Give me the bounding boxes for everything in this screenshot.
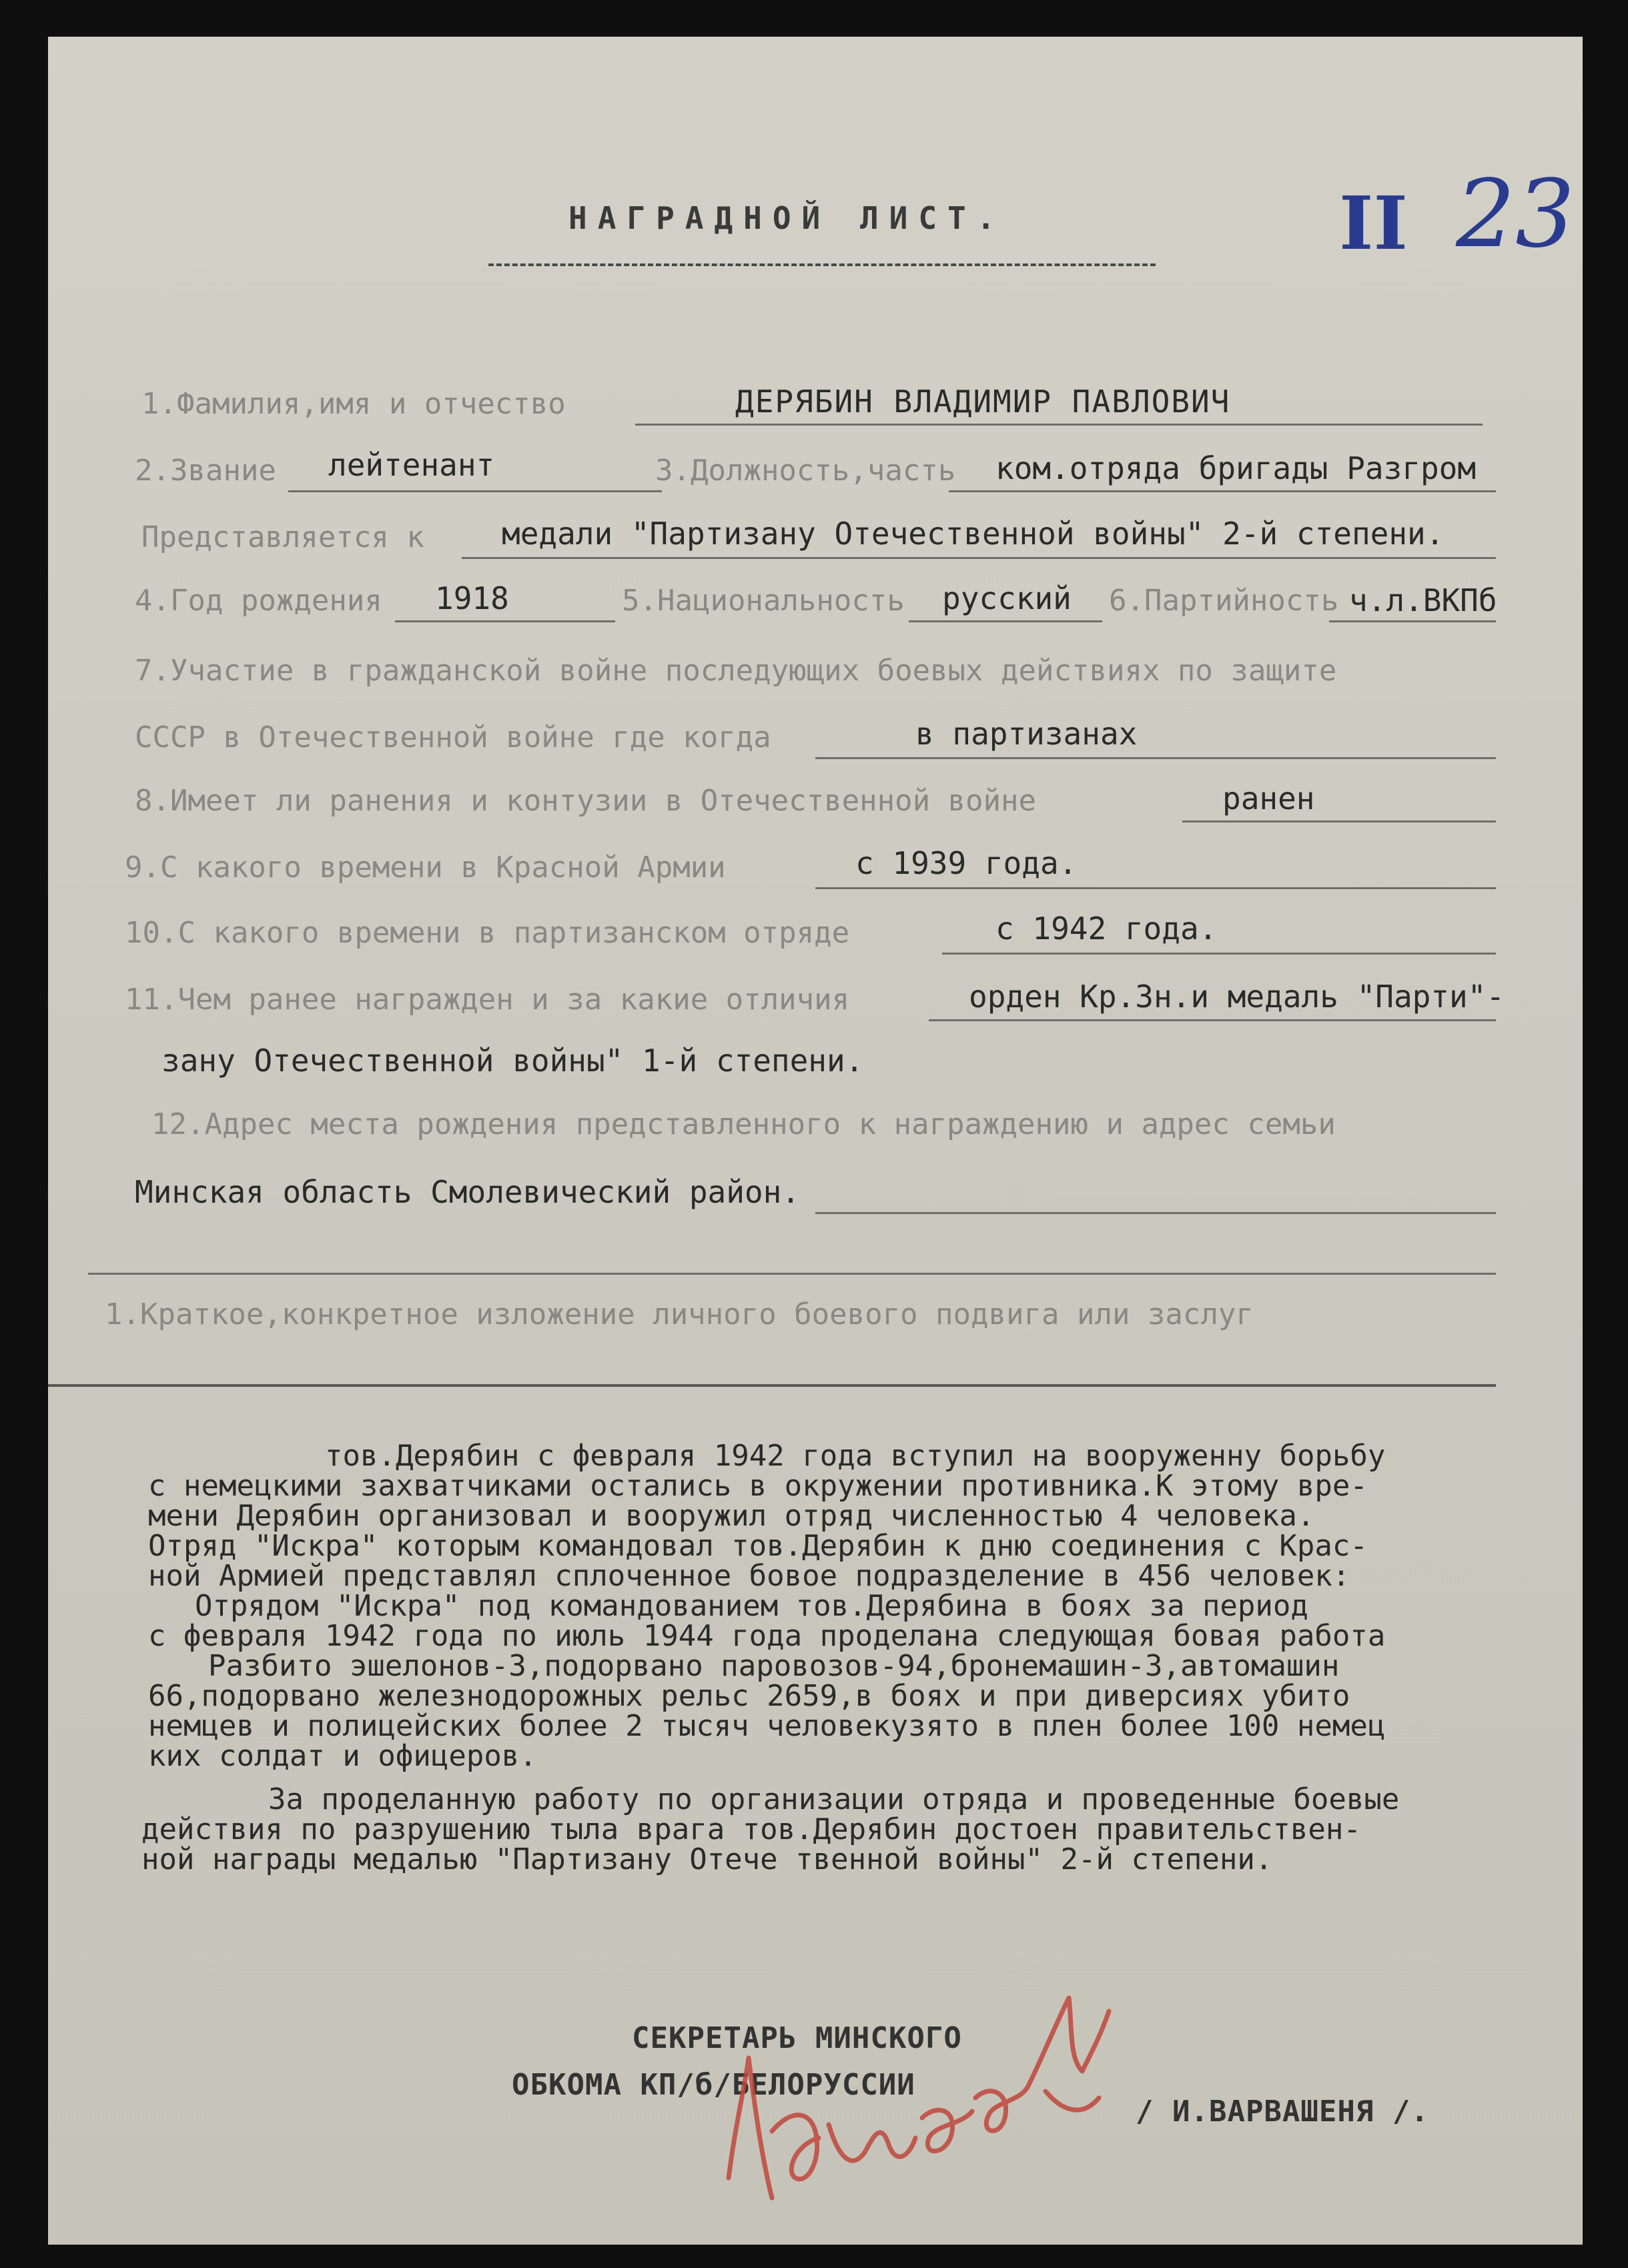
narrative-line-9: 66,подорвано железнодорожных рельс 2659,в боях и при диверсиях убито (148, 1679, 1350, 1713)
divider-line-1 (88, 1273, 1496, 1275)
field-3-label: 3.Должность,часть (655, 454, 956, 488)
field-7-line (815, 757, 1496, 759)
signature-line-2: ОБКОМА КП/б/БЕЛОРУССИИ (512, 2068, 915, 2102)
field-1-label: 1.Фамилия,имя и отчество (141, 387, 566, 421)
presented-label: Представляется к (141, 520, 424, 554)
narrative-line-5: ной Армией представлял сплоченное бовое подразделение в 456 человек: (148, 1559, 1350, 1593)
field-8-label: 8.Имеет ли ранения и контузии в Отечественной войне (135, 784, 1037, 818)
field-4-value: 1918 (435, 580, 509, 616)
narrative-line-6: Отрядом "Искра" под командованием тов.Дерябина в боях за период (195, 1589, 1308, 1623)
field-1-value: ДЕРЯБИН ВЛАДИМИР ПАВЛОВИЧ (735, 384, 1231, 420)
field-11-line (929, 1019, 1496, 1021)
field-11-value-1: орден Кр.Зн.и медаль "Парти"- (969, 979, 1505, 1015)
field-2-value: лейтенант (328, 447, 495, 483)
field-9-label: 9.С какого времени в Красной Армии (125, 851, 726, 885)
narrative-line-3: мени Дерябин организовал и вооружил отряд численностью 4 человека. (148, 1499, 1315, 1533)
field-12-value: Минская область Смолевический район. (135, 1174, 800, 1210)
signature-line-1: СЕКРЕТАРЬ МИНСКОГО (632, 2021, 962, 2055)
presented-value: медали "Партизану Отечественной войны" 2-й степени. (502, 516, 1445, 552)
field-5-line (909, 620, 1102, 622)
field-11-label: 11.Чем ранее награжден и за какие отличия (125, 983, 850, 1017)
field-12-line (815, 1212, 1496, 1214)
narrative-line-12: За проделанную работу по организации отряда и проведенные боевые (268, 1782, 1400, 1816)
narrative-line-10: немцев и полицейских более 2 тысяч человекузято в плен более 100 немец (148, 1709, 1386, 1743)
narrative-line-4: Отряд "Искра" которым командовал тов.Дерябин к дню соединения с Крас- (148, 1529, 1368, 1563)
signature-name: / И.ВАРВАШЕНЯ /. (1136, 2095, 1429, 2129)
field-11-value-2: зану Отечественной войны" 1-й степени. (161, 1043, 864, 1079)
field-3-line (949, 490, 1496, 492)
field-2-label: 2.Звание (135, 454, 276, 488)
field-4-line (395, 620, 615, 622)
field-12-label: 12.Адрес места рождения представленного к награждению и адрес семьи (151, 1107, 1336, 1141)
corner-roman-mark: II (1339, 180, 1408, 266)
narrative-line-11: ких солдат и офицеров. (148, 1739, 537, 1773)
handwritten-signature (709, 1958, 1122, 2238)
field-6-value: ч.л.ВКПб (1349, 582, 1497, 618)
document-title: НАГРАДНОЙ ЛИСТ. (568, 200, 1006, 236)
field-7-label-2: СССР в Отечественной войне где когда (135, 720, 771, 754)
field-3-value: ком.отряда бригады Разгром (995, 450, 1477, 486)
presented-line (462, 557, 1496, 559)
narrative-line-8: Разбито эшелонов-3,подорвано паровозов-94,бронемашин-3,автомашин (208, 1649, 1340, 1683)
field-4-label: 4.Год рождения (135, 584, 382, 618)
field-10-label: 10.С какого времени в партизанском отряде (125, 916, 850, 950)
field-9-line (815, 887, 1496, 889)
narrative-line-14: ной награды медалью "Партизану Отече твенной войны" 2-й степени. (141, 1842, 1273, 1876)
field-10-line (942, 953, 1496, 955)
field-8-line (1182, 820, 1496, 822)
title-underline (488, 263, 1156, 266)
field-2-line (288, 490, 662, 492)
field-1-line (635, 424, 1483, 426)
section-1-label: 1.Краткое,конкретное изложение личного боевого подвига или заслуг (105, 1297, 1254, 1331)
narrative-line-7: с февраля 1942 года по июль 1944 года проделана следующая бовая работа (148, 1619, 1386, 1653)
document-sheet (48, 37, 1583, 2245)
narrative-line-2: с немецкими захватчиками остались в окружении противника.К этому вре- (148, 1469, 1368, 1503)
field-7-label-1: 7.Участие в гражданской войне последующих боевых действиях по защите (135, 654, 1337, 688)
field-10-value: с 1942 года. (995, 911, 1218, 947)
field-7-value: в партизанах (915, 716, 1138, 752)
narrative-line-1: тов.Дерябин с февраля 1942 года вступил на вооруженну борьбу (325, 1439, 1386, 1473)
field-8-value: ранен (1222, 780, 1315, 816)
field-6-line (1329, 620, 1496, 622)
field-6-label: 6.Партийность (1109, 584, 1339, 618)
corner-number-mark: 23 (1456, 160, 1575, 269)
divider-line-2 (48, 1384, 1496, 1387)
field-5-label: 5.Национальность (622, 584, 905, 618)
field-5-value: русский (942, 580, 1072, 616)
field-9-value: с 1939 года. (855, 845, 1078, 881)
narrative-line-13: действия по разрушению тыла врага тов.Дерябин достоен правительствен- (141, 1812, 1361, 1846)
